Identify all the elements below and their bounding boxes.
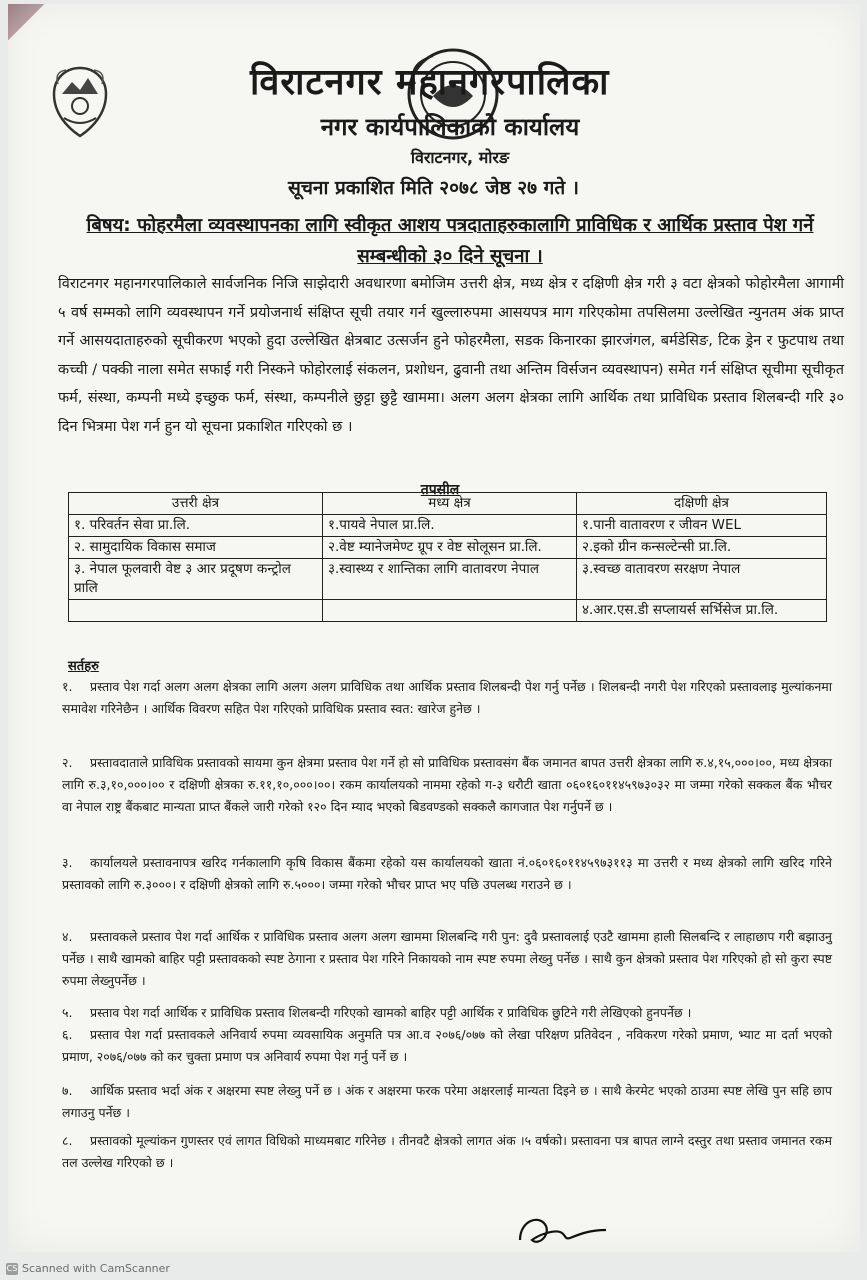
table-cell: २.वेष्ट म्यानेजमेण्ट ग्रूप र वेष्ट सोलूसन प्रा.लि. (323, 537, 577, 559)
condition-text: प्रस्ताव पेश गर्दा प्रस्तावकले अनिवार्य रुपमा व्यवसायिक अनुमति पत्र आ.व २०७६/०७७ को लेखा परिक्षण प्रतिवेदन , नविकरण गरेको प्रमाण, भ्याट मा दर्ता भएको प्रमाण, २०७६/०७७ को कर चुक्ता प्रमाण पत्र अनिवार्य रुपमा पेश गर्नु पर्ने छ । (62, 1027, 832, 1064)
scanner-watermark (0, 1258, 306, 1280)
conditions-heading: सर्तहरु (68, 659, 99, 674)
condition-item (62, 1080, 832, 1124)
table-cell: ३. नेपाल फूलवारी वेष्ट ३ आर प्रदूषण कन्ट्रोल प्रालि (69, 559, 323, 600)
condition-text: प्रस्तावको मूल्यांकन गुणस्तर एवं लागत विधिको माध्यमबाट गरिनेछ । तीनवटै क्षेत्रको लागत अंक ।५ वर्षको। प्रस्तावना पत्र बापत लाग्ने दस्तुर तथा प्रस्ताव जमानत रकम तल उल्लेख गरिएको छ । (62, 1133, 832, 1170)
table-row (69, 600, 827, 622)
condition-item (62, 852, 832, 896)
table-cell: २. सामुदायिक विकास समाज (69, 537, 323, 559)
table-row (69, 559, 827, 600)
table-header-row (69, 493, 827, 515)
table-cell: १.पानी वातावरण र जीवन WEL (577, 515, 827, 537)
condition-number: २. (62, 755, 73, 770)
condition-number: ८. (62, 1133, 73, 1148)
table-row (69, 537, 827, 559)
condition-text: आर्थिक प्रस्ताव भर्दा अंक र अक्षरमा स्पष्ट लेख्नु पर्ने छ । अंक र अक्षरमा फरक परेमा अक्षरलाई मान्यता दिइने छ । साथै केरमेट भएको ठाउमा स्पष्ट लेखि पुन सहि छाप लगाउनु पर्नेछ । (62, 1083, 832, 1120)
signature-icon (510, 1200, 610, 1256)
condition-number: ३. (62, 855, 73, 870)
condition-text: प्रस्तावदाताले प्राविधिक प्रस्तावको सायमा कुन क्षेत्रमा प्रस्ताव पेश गर्ने हो सो प्राविधिक प्रस्तावसंग बैंक जमानत बापत उत्तरी क्षेत्रका लागि रु.४,१५,०००।००, मध्य क्षेत्रका लागि रु.३,१०,०००।०० र दक्षिणी क्षेत्रका रु.११,१०,०००।००। रकम कार्यालयको नाममा रहेको ग-३ धरौटी खाता ०६०१६०११४५९७३०३२ मा जम्मा गरेको सक्कल बैंक भौचर वा नेपाल राष्ट्र बैंकबाट मान्यता प्राप्त बैंकले जारी गरेको १२० दिन म्याद भएको बिडवण्डको सक्कलै कागजात पेश गर्नुपर्ने छ । (62, 755, 832, 814)
table-cell: २.इको ग्रीन कन्सल्टेन्सी प्रा.लि. (577, 537, 827, 559)
condition-number: ७. (62, 1083, 73, 1098)
office-subtitle: नगर कार्यपालिकाको कार्यालय (320, 113, 580, 141)
table-cell: ३.स्वच्छ वातावरण सरक्षण नेपाल (577, 559, 827, 600)
table-row (69, 515, 827, 537)
condition-item (62, 1024, 832, 1068)
page-corner (8, 4, 48, 44)
condition-item (62, 752, 832, 818)
table-cell: ३.स्वास्थ्य र शान्तिका लागि वातावरण नेपाल (323, 559, 577, 600)
notice-intro-paragraph: विराटनगर महानगरपालिकाले सार्वजनिक निजि साझेदारी अवधारणा बमोजिम उत्तरी क्षेत्र, मध्य क्षेत्र र दक्षिणी क्षेत्र गरी ३ वटा क्षेत्रको फोहोरमैला आगामी ५ वर्ष सम्मको लागि व्यवस्थापन गर्ने प्रयोजनार्थ संक्षिप्त सूची तयार गर्न खुल्लारुपमा आसयपत्र माग गरिएकोमा तपसिलमा उल्लेखित न्युनतम अंक प्राप्त गर्ने आसयदाताहरुको सूचीकरण भएको हुदा उल्लेखित क्षेत्रबाट उत्सर्जन हुने फोहरमैला, सडक किनारका झारजंगल, बर्मडेसिङ, टिक ड्रेन र फुटपाथ तथा कच्ची / पक्की नाला समेत सफाई गरी निस्कने फोहोरलाई संकलन, प्रशोधन, ढुवानी तथा अन्तिम विर्सजन व्यवस्थापन) समेत गर्न संक्षिप्त सूचीमा सूचीकृत फर्म, संस्था, कम्पनी मध्ये इच्छुक फर्म, संस्था, कम्पनीले छुट्टा छुट्टै खाममा। अलग अलग क्षेत्रका लागि आर्थिक तथा प्राविधिक प्रस्ताव शिलबन्दी गरि ३० दिन भित्रमा पेश गर्न हुन यो सूचना प्रकाशित गरिएको छ । (58, 276, 844, 435)
notice-subject: बिषय: फोहरमैला व्यवस्थापनका लागि स्वीकृत आशय पत्रदाताहरुकालागि प्राविधिक र आर्थिक प्रस्ताव पेश गर्ने सम्बन्धीको ३० दिने सूचना । (86, 215, 814, 267)
condition-item (62, 676, 832, 720)
condition-text: प्रस्ताव पेश गर्दा आर्थिक र प्राविधिक प्रस्ताव शिलबन्दी गरिएको खामको बाहिर पट्टी आर्थिक र प्राविधिक छुटिने गरी लेखिएको हुनपर्नेछ । (90, 1005, 692, 1020)
condition-text: प्रस्ताव पेश गर्दा अलग अलग क्षेत्रका लागि अलग अलग प्राविधिक तथा आर्थिक प्रस्ताव शिलबन्दी पेश गर्नु पर्नेछ । शिलबन्दी नगरी पेश गरिएको प्रस्तावलाइ मुल्यांकनमा समावेश गरिनेछैन । आर्थिक विवरण सहित पेश गरिएको प्राविधिक प्रस्ताव स्वत: खारेज हुनेछ । (62, 679, 832, 716)
condition-number: १. (62, 679, 73, 694)
condition-number: ४. (62, 929, 73, 944)
table-cell: १. परिवर्तन सेवा प्रा.लि. (69, 515, 323, 537)
column-header-north: उत्तरी क्षेत्र (69, 493, 323, 515)
shortlist-table (68, 492, 827, 622)
table-cell: ४.आर.एस.डी सप्लायर्स सर्भिसेज प्रा.लि. (577, 600, 827, 622)
condition-text: प्रस्तावकले प्रस्ताव पेश गर्दा आर्थिक र प्राविधिक प्रस्ताव अलग अलग खाममा शिलबन्दि गरी पुन: दुवै प्रस्तावलाई एउटै खाममा हाली सिलबन्दि र लाहाछाप गरी बझाउनु पर्नेछ । साथै खामको बाहिर पट्टी प्रस्तावकको स्पष्ट ठेगाना र प्रस्ताव पेश गरिने निकायको नाम स्पष्ट रुपमा लेख्नु पर्नेछ । साथै कुन क्षेत्रको प्रस्ताव पेश गरिएको हो सो कुरा स्पष्ट रुपमा लेख्नुपर्नेछ । (62, 929, 832, 988)
table-caption: तपसील (420, 482, 460, 498)
column-header-middle: मध्य क्षेत्र (323, 493, 577, 515)
condition-item (62, 1130, 832, 1174)
camscanner-logo-icon: CS (6, 1264, 18, 1273)
office-address: विराटनगर, मोरङ (410, 148, 510, 167)
government-emblem-icon (48, 64, 112, 140)
condition-item (62, 1002, 832, 1024)
column-header-south: दक्षिणी क्षेत्र (577, 493, 827, 515)
municipality-title: विराटनगर महानगरपालिका (250, 61, 610, 103)
scanner-text: Scanned with CamScanner (22, 1262, 170, 1275)
table-cell: १.पायवे नेपाल प्रा.लि. (323, 515, 577, 537)
table-cell (69, 600, 323, 622)
table-cell (323, 600, 577, 622)
condition-number: ५. (62, 1005, 73, 1020)
published-date: सूचना प्रकाशित मिति २०७८ जेष्ठ २७ गते । (287, 177, 579, 199)
condition-number: ६. (62, 1027, 73, 1042)
condition-item (62, 926, 832, 992)
condition-text: कार्यालयले प्रस्तावनापत्र खरिद गर्नकालागि कृषि विकास बैंकमा रहेको यस कार्यालयको खाता नं.०६०१६०११४५९७३११३ मा उत्तरी र मध्य क्षेत्रको लागि खरिद गरिने प्रस्तावको लागि रु.३०००। र दक्षिणी क्षेत्रको लागि रु.५०००। जम्मा गरेको भौचर प्राप्त भए पछि उपलब्ध गराउने छ । (62, 855, 832, 892)
